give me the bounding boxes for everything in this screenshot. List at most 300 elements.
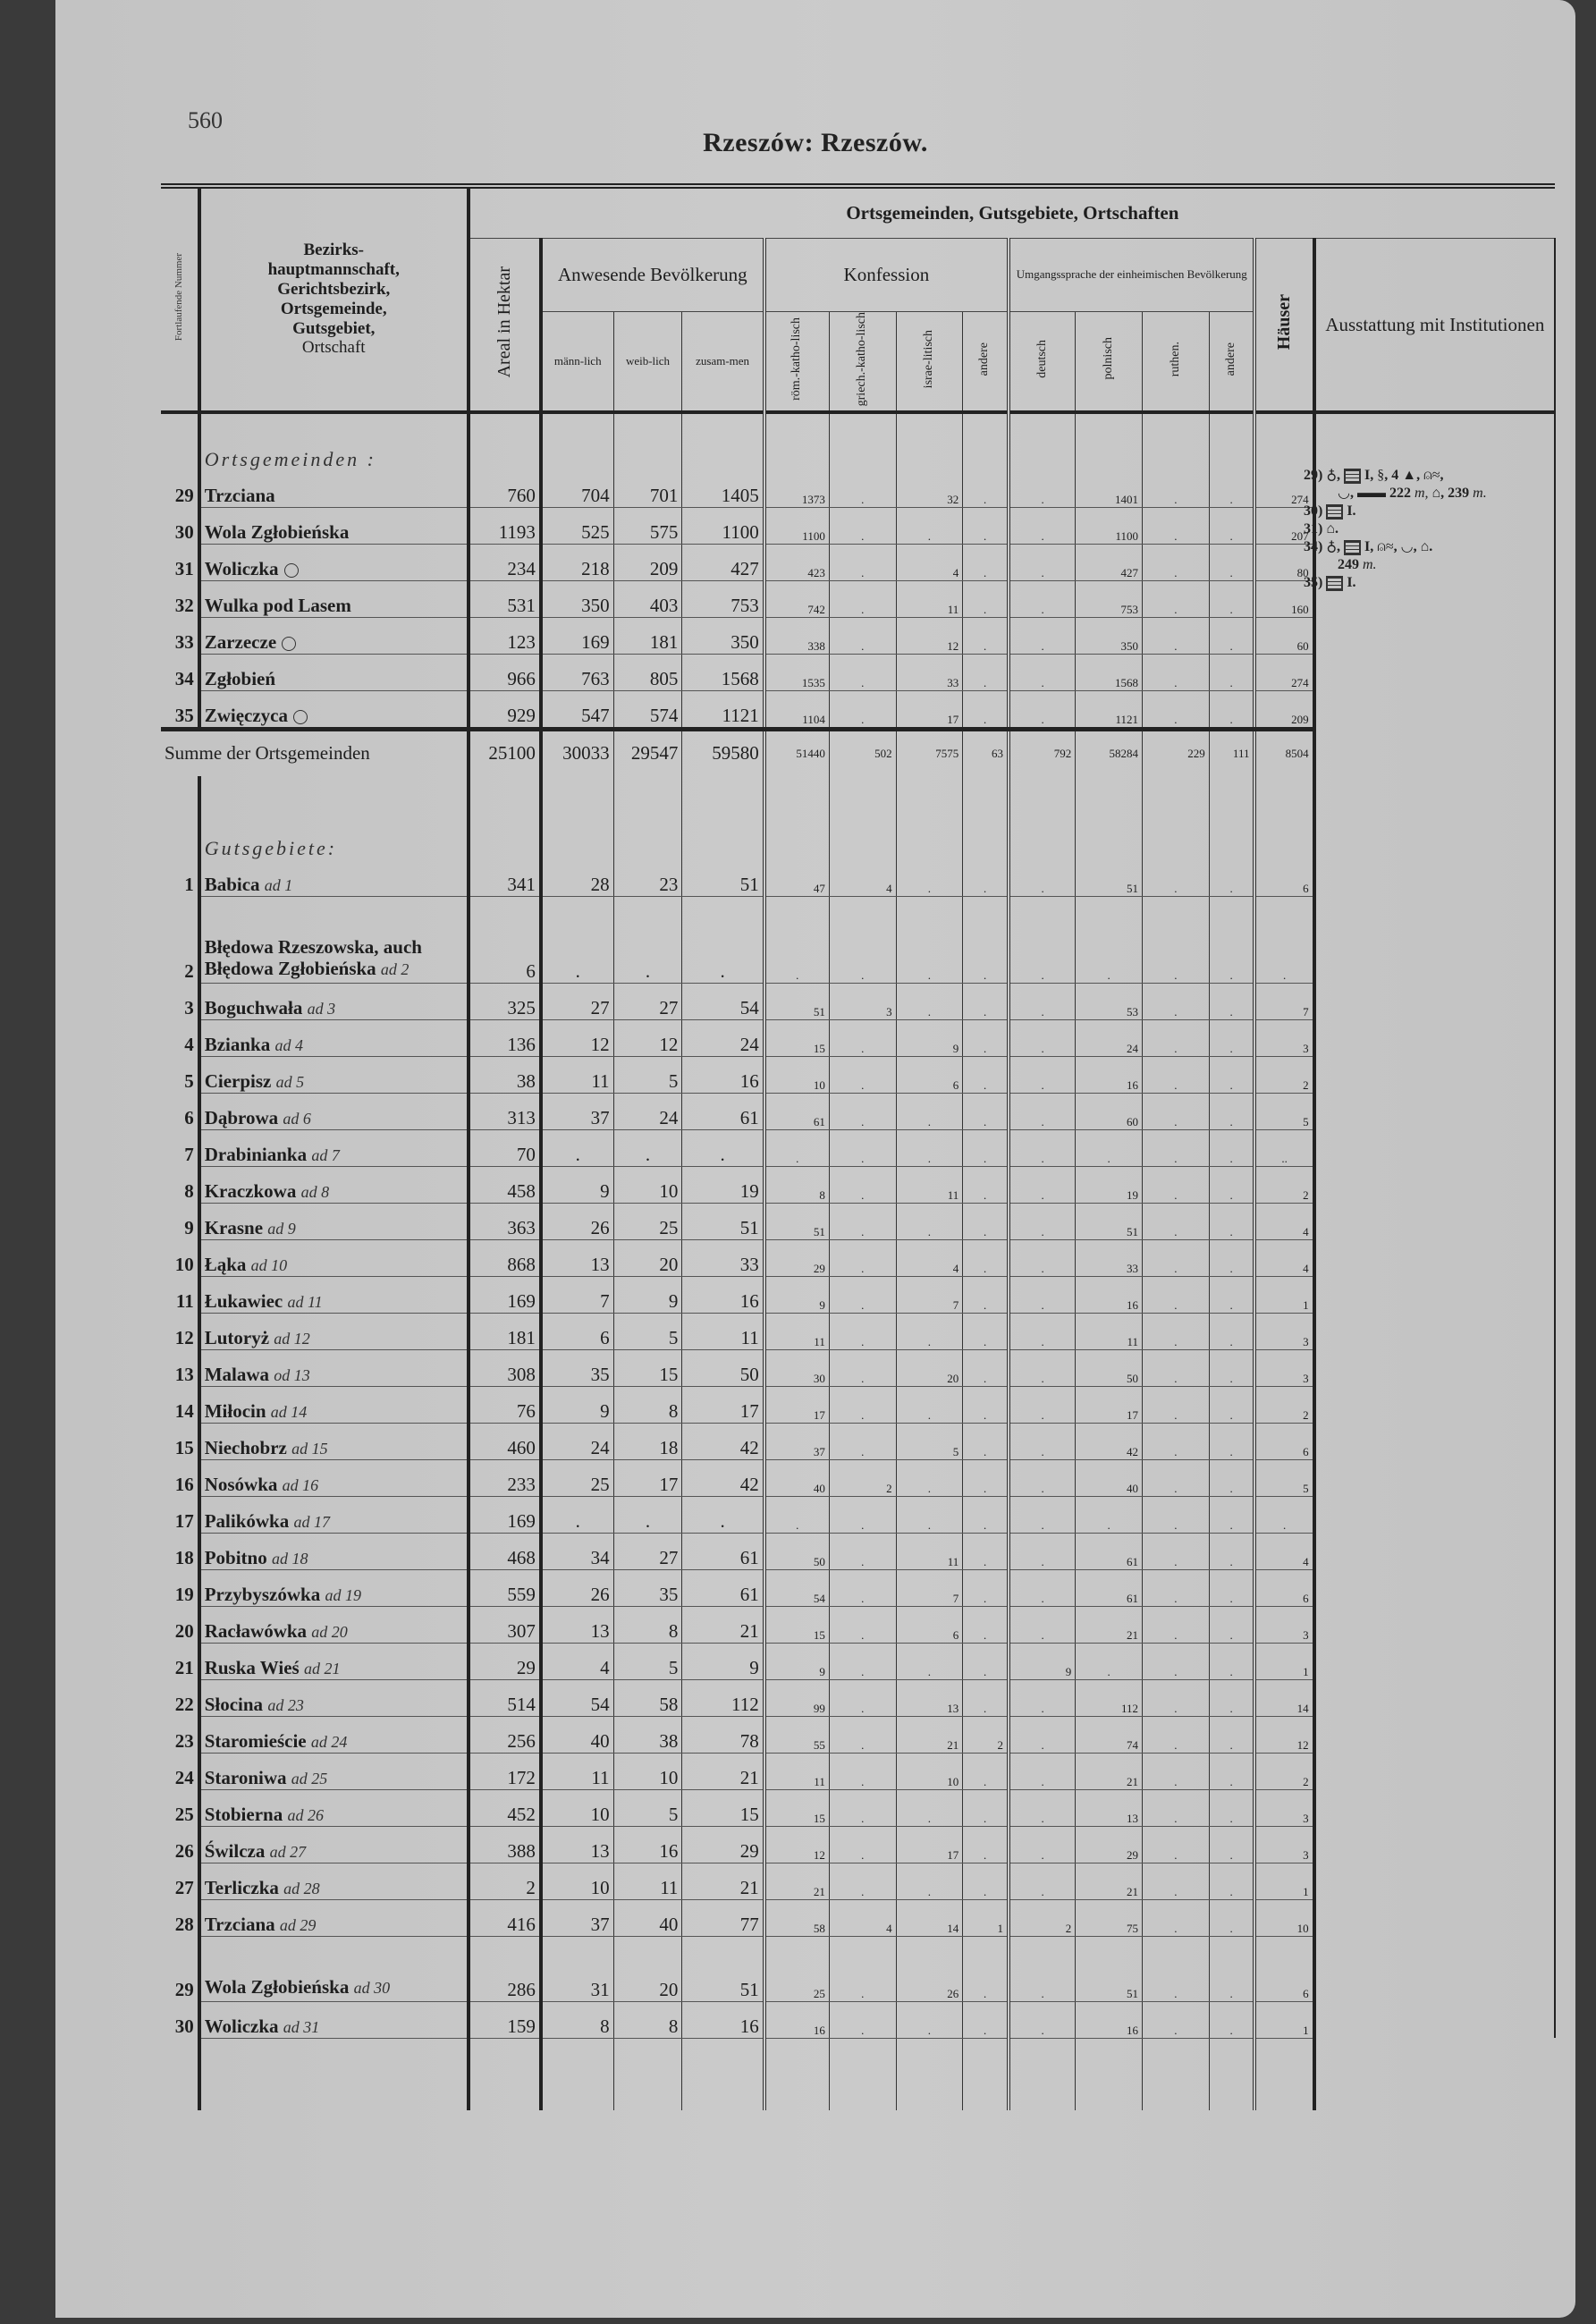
- institutions-cell: [1314, 1753, 1555, 1789]
- cell-pl: 58284: [1076, 729, 1143, 776]
- place-name-text: Staromieście: [204, 1729, 307, 1752]
- cell-areal: 256: [469, 1716, 541, 1753]
- cell-isr: 7: [896, 1569, 963, 1606]
- cell-and: .: [963, 1679, 1009, 1716]
- cell-m: .: [541, 1129, 613, 1166]
- ad-reference: ad 31: [283, 2017, 320, 2036]
- table-row: [161, 1569, 1555, 1606]
- cell-m: 704: [541, 471, 613, 508]
- cell-h: 207: [1254, 507, 1313, 544]
- row-number: 23: [161, 1716, 199, 1753]
- cell-h: 8504: [1254, 729, 1313, 776]
- header-male: männ-lich: [541, 311, 613, 412]
- cell-ru: .: [1143, 1313, 1210, 1349]
- cell-z: 9: [682, 1643, 764, 1679]
- cell-gk: .: [829, 1789, 896, 1826]
- school-icon: [1326, 576, 1343, 591]
- header-institutions: Ausstattung mit Institutionen: [1314, 238, 1555, 412]
- cell-w: 58: [613, 1679, 682, 1716]
- running-head: Rzeszów: Rzeszów.: [703, 128, 928, 157]
- cell-z: 112: [682, 1679, 764, 1716]
- cell-w: 805: [613, 654, 682, 690]
- cell-ru: .: [1143, 983, 1210, 1019]
- table-row: [161, 1936, 1555, 2001]
- cell-w: 27: [613, 983, 682, 1019]
- cell-pl: 21: [1076, 1606, 1143, 1643]
- table-row: [161, 1093, 1555, 1129]
- cell-ru: .: [1143, 471, 1210, 508]
- cell-de: 2: [1009, 1899, 1076, 1936]
- cell-oth: .: [1209, 1276, 1254, 1313]
- cell-pl: 61: [1076, 1569, 1143, 1606]
- place-name-text: Boguchwała: [204, 996, 303, 1018]
- place-name: [199, 2001, 469, 2038]
- cell-rk: 17: [764, 1386, 830, 1423]
- cell-pl: 112: [1076, 1679, 1143, 1716]
- cell-pl: 51: [1076, 1936, 1143, 2001]
- cell-h: 7: [1254, 983, 1313, 1019]
- cell-gk: .: [829, 1679, 896, 1716]
- cell-ru: 229: [1143, 729, 1210, 776]
- cell-de: .: [1009, 1716, 1076, 1753]
- cell-oth: .: [1209, 1936, 1254, 2001]
- table-row: [161, 1863, 1555, 1899]
- cell-m: 547: [541, 690, 613, 729]
- cell-rk: 15: [764, 1019, 830, 1056]
- institutions-cell: [1314, 1533, 1555, 1569]
- church-icon: ♁: [1326, 468, 1338, 483]
- cell-z: 753: [682, 580, 764, 617]
- cell-oth: .: [1209, 1569, 1254, 1606]
- cell-m: 350: [541, 580, 613, 617]
- post-telegraph-icon: ⍝≈: [1423, 468, 1440, 483]
- place-name-text: Woliczka: [204, 557, 279, 579]
- cell-oth: .: [1209, 1826, 1254, 1863]
- cell-ru: .: [1143, 507, 1210, 544]
- posthorn-icon: ◡: [1400, 539, 1414, 554]
- section-gutsgebiete: [161, 803, 1555, 860]
- table-row: [161, 1899, 1555, 1936]
- cell-w: 10: [613, 1753, 682, 1789]
- table-row: [161, 860, 1555, 897]
- cell-rk: 9: [764, 1643, 830, 1679]
- cell-areal: 760: [469, 471, 541, 508]
- cell-rk: 21: [764, 1863, 830, 1899]
- row-number: 34: [161, 654, 199, 690]
- place-name: [199, 1019, 469, 1056]
- place-name: [199, 617, 469, 654]
- cell-pl: .: [1076, 1643, 1143, 1679]
- cell-ru: .: [1143, 544, 1210, 580]
- cell-and: .: [963, 860, 1009, 897]
- cell-m: 26: [541, 1203, 613, 1239]
- cell-pl: 19: [1076, 1166, 1143, 1203]
- cell-ru: .: [1143, 1936, 1210, 2001]
- cell-z: 16: [682, 1276, 764, 1313]
- cell-z: 19: [682, 1166, 764, 1203]
- cell-oth: .: [1209, 580, 1254, 617]
- cell-rk: 30: [764, 1349, 830, 1386]
- cell-gk: 4: [829, 860, 896, 897]
- row-number: 19: [161, 1569, 199, 1606]
- cell-isr: 7575: [896, 729, 963, 776]
- table-row: [161, 1166, 1555, 1203]
- cell-de: .: [1009, 580, 1076, 617]
- cell-and: .: [963, 1239, 1009, 1276]
- cell-h: 14: [1254, 1679, 1313, 1716]
- cell-and: .: [963, 1459, 1009, 1496]
- cell-m: 13: [541, 1826, 613, 1863]
- cell-w: 8: [613, 1386, 682, 1423]
- row-number: 26: [161, 1826, 199, 1863]
- institutions-notes: [1304, 467, 1554, 592]
- cell-ru: .: [1143, 1826, 1210, 1863]
- table-row: [161, 1276, 1555, 1313]
- cell-oth: .: [1209, 1679, 1254, 1716]
- cell-de: .: [1009, 1496, 1076, 1533]
- institutions-cell: [1314, 1863, 1555, 1899]
- ad-reference: ad 6: [283, 1109, 311, 1128]
- cell-de: .: [1009, 983, 1076, 1019]
- place-name-text: Trzciana: [204, 1913, 275, 1935]
- row-number: 24: [161, 1753, 199, 1789]
- cell-oth: .: [1209, 507, 1254, 544]
- cell-m: 26: [541, 1569, 613, 1606]
- cell-h: 5: [1254, 1459, 1313, 1496]
- cell-and: .: [963, 654, 1009, 690]
- place-name: [199, 1679, 469, 1716]
- cell-gk: .: [829, 1569, 896, 1606]
- ad-reference: ad 26: [287, 1805, 324, 1824]
- cell-pl: 11: [1076, 1313, 1143, 1349]
- cell-pl: 427: [1076, 544, 1143, 580]
- row-number: 33: [161, 617, 199, 654]
- cell-h: .: [1254, 896, 1313, 983]
- cell-oth: .: [1209, 1863, 1254, 1899]
- table-body: [161, 412, 1555, 2110]
- cell-w: .: [613, 1129, 682, 1166]
- cell-rk: .: [764, 1496, 830, 1533]
- ad-reference: ad 21: [303, 1659, 341, 1678]
- cell-h: 3: [1254, 1826, 1313, 1863]
- cell-h: 3: [1254, 1789, 1313, 1826]
- cell-gk: .: [829, 507, 896, 544]
- header-areal: Areal in Hektar: [469, 238, 541, 412]
- cell-w: 9: [613, 1276, 682, 1313]
- cell-areal: 308: [469, 1349, 541, 1386]
- cell-ru: .: [1143, 1606, 1210, 1643]
- cell-areal: 234: [469, 544, 541, 580]
- cell-rk: 50: [764, 1533, 830, 1569]
- place-name-text: Słocina: [204, 1693, 264, 1715]
- cell-z: 51: [682, 1203, 764, 1239]
- church-icon: ♁: [1326, 539, 1338, 554]
- cell-rk: 338: [764, 617, 830, 654]
- cell-w: 181: [613, 617, 682, 654]
- cell-areal: 452: [469, 1789, 541, 1826]
- table-row: [161, 1496, 1555, 1533]
- cell-oth: .: [1209, 1239, 1254, 1276]
- cell-h: 2: [1254, 1166, 1313, 1203]
- place-name-text: Ruska Wieś: [204, 1656, 300, 1678]
- ad-reference: ad 18: [271, 1549, 308, 1568]
- table-row: [161, 1716, 1555, 1753]
- cell-rk: 47: [764, 860, 830, 897]
- row-number: 32: [161, 580, 199, 617]
- cell-isr: 11: [896, 1533, 963, 1569]
- cell-w: 575: [613, 507, 682, 544]
- cell-h: 2: [1254, 1753, 1313, 1789]
- place-name-text: Krasne: [204, 1216, 264, 1238]
- cell-rk: .: [764, 896, 830, 983]
- place-name-text: Wola Zgłobieńska: [204, 520, 350, 543]
- cell-areal: 388: [469, 1826, 541, 1863]
- ad-reference: ad 2: [380, 959, 410, 978]
- cell-isr: .: [896, 1313, 963, 1349]
- institutions-cell: [1314, 1203, 1555, 1239]
- table-row: [161, 1203, 1555, 1239]
- place-name-text: Zwięczyca: [204, 704, 288, 726]
- place-name: [199, 1276, 469, 1313]
- cell-de: .: [1009, 1863, 1076, 1899]
- row-number: 25: [161, 1789, 199, 1826]
- cell-rk: 51: [764, 1203, 830, 1239]
- cell-pl: 74: [1076, 1716, 1143, 1753]
- table-row: [161, 1019, 1555, 1056]
- cell-gk: .: [829, 1276, 896, 1313]
- place-name-text: Miłocin: [204, 1399, 266, 1422]
- cell-ru: .: [1143, 1386, 1210, 1423]
- cell-areal: 29: [469, 1643, 541, 1679]
- cell-z: 21: [682, 1753, 764, 1789]
- cell-ru: .: [1143, 1899, 1210, 1936]
- cell-z: 33: [682, 1239, 764, 1276]
- cell-gk: .: [829, 1129, 896, 1166]
- place-name: [199, 1533, 469, 1569]
- cell-z: .: [682, 1496, 764, 1533]
- cell-de: .: [1009, 1606, 1076, 1643]
- cell-isr: 5: [896, 1423, 963, 1459]
- cell-m: 31: [541, 1936, 613, 2001]
- place-name-text: Wola Zgłobieńska: [204, 1975, 350, 1998]
- cell-and: .: [963, 1753, 1009, 1789]
- row-number: 4: [161, 1019, 199, 1056]
- cell-oth: .: [1209, 1386, 1254, 1423]
- cell-and: .: [963, 617, 1009, 654]
- cell-oth: .: [1209, 1313, 1254, 1349]
- cell-rk: 51: [764, 983, 830, 1019]
- cell-de: .: [1009, 1276, 1076, 1313]
- cell-isr: 17: [896, 690, 963, 729]
- cell-gk: .: [829, 617, 896, 654]
- cell-oth: .: [1209, 1349, 1254, 1386]
- cell-m: 8: [541, 2001, 613, 2038]
- cell-and: .: [963, 1496, 1009, 1533]
- header-houses: Häuser: [1254, 238, 1313, 412]
- cell-and: .: [963, 1789, 1009, 1826]
- station-icon: ⌂: [1420, 539, 1430, 554]
- cell-w: 5: [613, 1313, 682, 1349]
- section-label: Ortsgemeinden :: [199, 412, 469, 471]
- cell-w: 12: [613, 1019, 682, 1056]
- header-conf-other: andere: [963, 311, 1009, 412]
- tent-icon: ▲: [1402, 468, 1417, 483]
- cell-m: 30033: [541, 729, 613, 776]
- cell-de: .: [1009, 471, 1076, 508]
- cell-rk: 15: [764, 1789, 830, 1826]
- cell-areal: 468: [469, 1533, 541, 1569]
- cell-and: .: [963, 1386, 1009, 1423]
- table-row: [161, 1129, 1555, 1166]
- cell-and: .: [963, 1129, 1009, 1166]
- place-name-text: Malawa: [204, 1363, 270, 1385]
- place-name-text: Babica: [204, 873, 260, 895]
- cell-isr: 7: [896, 1276, 963, 1313]
- cell-de: .: [1009, 1386, 1076, 1423]
- cell-areal: 169: [469, 1276, 541, 1313]
- cell-isr: 13: [896, 1679, 963, 1716]
- cell-gk: .: [829, 1019, 896, 1056]
- institutions-cell: [1314, 1716, 1555, 1753]
- place-name-text: Racławówka: [204, 1619, 308, 1642]
- place-name: [199, 1386, 469, 1423]
- cell-m: 525: [541, 507, 613, 544]
- table-row: [161, 896, 1555, 983]
- place-name: [199, 690, 469, 729]
- cell-rk: 58: [764, 1899, 830, 1936]
- cell-de: .: [1009, 1056, 1076, 1093]
- cell-gk: .: [829, 654, 896, 690]
- cell-rk: 29: [764, 1239, 830, 1276]
- cell-and: .: [963, 1093, 1009, 1129]
- cell-oth: .: [1209, 1496, 1254, 1533]
- cell-pl: 1401: [1076, 471, 1143, 508]
- cell-de: .: [1009, 1936, 1076, 2001]
- row-number: 17: [161, 1496, 199, 1533]
- cell-z: 21: [682, 1606, 764, 1643]
- place-name: [199, 580, 469, 617]
- cell-w: 38: [613, 1716, 682, 1753]
- cell-h: 3: [1254, 1606, 1313, 1643]
- cell-z: 16: [682, 1056, 764, 1093]
- cell-m: 12: [541, 1019, 613, 1056]
- cell-z: 78: [682, 1716, 764, 1753]
- cell-m: .: [541, 896, 613, 983]
- place-name-text: Wulka pod Lasem: [204, 594, 351, 616]
- cell-isr: 21: [896, 1716, 963, 1753]
- cell-de: .: [1009, 1826, 1076, 1863]
- institutions-cell: [1314, 1789, 1555, 1826]
- place-name: [199, 1056, 469, 1093]
- place-name: [199, 1826, 469, 1863]
- cell-w: 5: [613, 1056, 682, 1093]
- cell-isr: 12: [896, 617, 963, 654]
- posthorn-icon: ◡: [1338, 486, 1350, 501]
- institutions-cell: [1314, 1606, 1555, 1643]
- header-conf-rk: röm.-katho-lisch: [764, 311, 830, 412]
- cell-m: 54: [541, 1679, 613, 1716]
- place-name-text: Bzianka: [204, 1033, 271, 1055]
- cell-areal: 136: [469, 1019, 541, 1056]
- cell-ru: .: [1143, 1533, 1210, 1569]
- cell-de: .: [1009, 860, 1076, 897]
- cell-gk: 502: [829, 729, 896, 776]
- cell-m: 9: [541, 1386, 613, 1423]
- cell-z: 350: [682, 617, 764, 654]
- row-number: 30: [161, 507, 199, 544]
- row-number: 21: [161, 1643, 199, 1679]
- cell-de: .: [1009, 1679, 1076, 1716]
- cell-z: 17: [682, 1386, 764, 1423]
- row-number: 27: [161, 1863, 199, 1899]
- cell-isr: .: [896, 1129, 963, 1166]
- cell-areal: 181: [469, 1313, 541, 1349]
- cell-m: 25: [541, 1459, 613, 1496]
- cell-z: 51: [682, 860, 764, 897]
- cell-and: .: [963, 1423, 1009, 1459]
- row-number: 7: [161, 1129, 199, 1166]
- ad-reference: ad 16: [282, 1475, 319, 1494]
- cell-gk: .: [829, 896, 896, 983]
- cell-w: 17: [613, 1459, 682, 1496]
- cell-pl: 50: [1076, 1349, 1143, 1386]
- table-row: [161, 1826, 1555, 1863]
- cell-areal: 25100: [469, 729, 541, 776]
- cell-oth: .: [1209, 983, 1254, 1019]
- ad-reference: ad 10: [250, 1255, 288, 1274]
- table-row: [161, 2001, 1555, 2038]
- cell-h: 10: [1254, 1899, 1313, 1936]
- institutions-cell: [1314, 1093, 1555, 1129]
- cell-gk: .: [829, 2001, 896, 2038]
- header-conf-isr: israe-litisch: [896, 311, 963, 412]
- table-row: [161, 1349, 1555, 1386]
- cell-areal: 2: [469, 1863, 541, 1899]
- ad-reference: ad 25: [291, 1769, 328, 1787]
- row-number: 16: [161, 1459, 199, 1496]
- cell-de: .: [1009, 617, 1076, 654]
- cell-w: 5: [613, 1643, 682, 1679]
- cell-de: .: [1009, 1533, 1076, 1569]
- table-row: [161, 1533, 1555, 1569]
- place-name: [199, 983, 469, 1019]
- cell-areal: 307: [469, 1606, 541, 1643]
- cell-ru: .: [1143, 1423, 1210, 1459]
- cell-and: .: [963, 1533, 1009, 1569]
- place-name: [199, 1716, 469, 1753]
- cell-pl: 40: [1076, 1459, 1143, 1496]
- cell-isr: 26: [896, 1936, 963, 2001]
- cell-z: 1568: [682, 654, 764, 690]
- cell-rk: 423: [764, 544, 830, 580]
- cell-gk: .: [829, 1606, 896, 1643]
- cell-and: .: [963, 507, 1009, 544]
- cell-areal: 169: [469, 1496, 541, 1533]
- cell-w: 403: [613, 580, 682, 617]
- row-number: 29: [161, 471, 199, 508]
- cell-de: .: [1009, 896, 1076, 983]
- cell-ru: .: [1143, 1019, 1210, 1056]
- table-row: [161, 654, 1555, 690]
- pharmacy-icon: §: [1377, 468, 1385, 483]
- cell-oth: .: [1209, 1019, 1254, 1056]
- cell-h: 3: [1254, 1349, 1313, 1386]
- place-name: [199, 544, 469, 580]
- cell-de: .: [1009, 1569, 1076, 1606]
- institution-note-30: 30) I.: [1304, 503, 1356, 519]
- cell-pl: 53: [1076, 983, 1143, 1019]
- cell-gk: .: [829, 1716, 896, 1753]
